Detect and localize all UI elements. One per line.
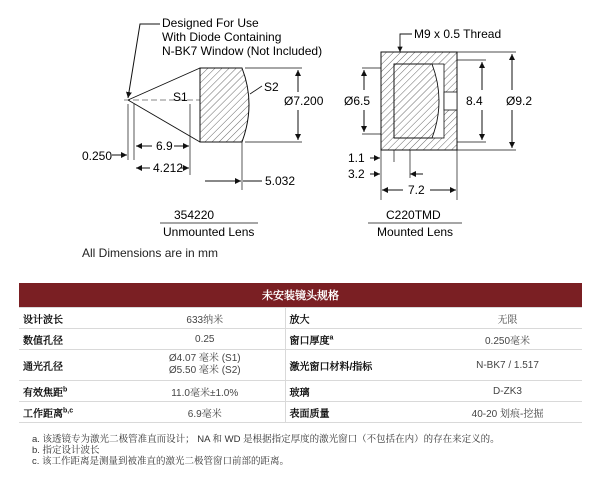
row-value: 11.0毫米±1.0% (125, 381, 285, 402)
table-row (19, 381, 582, 402)
table-row (19, 329, 582, 350)
row-label: 玻璃 (285, 381, 433, 402)
table-row (19, 350, 582, 381)
row-label: 激光窗口材料/指标 (285, 350, 433, 381)
row-value: D-ZK3 (433, 381, 582, 402)
row-value (125, 350, 285, 381)
surface-label-s2: S2 (264, 80, 279, 94)
dia-outer-label: Ø9.2 (506, 94, 533, 108)
lens-body (200, 68, 249, 142)
dim-32-label: 3.2 (348, 167, 365, 181)
table-row (19, 402, 582, 423)
callout-line-3: N-BK7 Window (Not Included) (162, 44, 323, 58)
part-number-right: C220TMD (386, 208, 441, 222)
table-title: 未安装镜头规格 (19, 283, 582, 308)
row-label: 窗口厚度$^a$ (285, 329, 433, 350)
footnote-c: c. 该工作距离是测量到被准直的激光二极管窗口前部的距离。 (32, 456, 290, 467)
row-value: 0.250毫米 (433, 329, 582, 350)
footnote-b: b. 指定设计波长 (32, 445, 100, 456)
surface-label-s1: S1 (173, 90, 188, 104)
row-value: 633纳米 (125, 308, 285, 329)
thread-label: M9 x 0.5 Thread (414, 27, 502, 41)
aperture-s2: Ø5.50 毫米 (S2) (168, 365, 241, 376)
dim-5032-label: 5.032 (265, 174, 296, 188)
row-value: N-BK7 / 1.517 (433, 350, 582, 381)
dia-inner-label: Ø6.5 (344, 94, 371, 108)
row-label: 放大 (285, 308, 433, 329)
callout-line-1: Designed For Use (162, 16, 259, 30)
caption-left: Unmounted Lens (163, 225, 255, 239)
lens-element (394, 64, 439, 138)
dia-left-label: Ø7.200 (284, 94, 324, 108)
footnote-marker: a (329, 334, 334, 342)
aperture-s1: Ø4.07 毫米 (S1) (168, 353, 241, 364)
dim-69-label: 6.9 (156, 139, 173, 153)
dim-84-label: 8.4 (466, 94, 483, 108)
table-row (19, 308, 582, 329)
row-label: 设计波长 (19, 308, 125, 329)
row-label: 通光孔径 (19, 350, 125, 381)
footnote-marker: b,c (63, 407, 74, 415)
row-value: 无限 (433, 308, 582, 329)
row-label: 数值孔径 (19, 329, 125, 350)
dim-4212-label: 4.212 (153, 161, 184, 175)
footnotes (32, 434, 500, 467)
footnote-marker: b (63, 386, 68, 394)
row-label: 有效焦距$^b$ (19, 381, 125, 402)
row-label: 表面质量 (285, 402, 433, 423)
row-label: 工作距离$^{b,c}$ (19, 402, 125, 423)
row-value: 6.9毫米 (125, 402, 285, 423)
dim-11-label: 1.1 (348, 151, 365, 165)
part-number-left: 354220 (174, 208, 215, 222)
dimensions-note: All Dimensions are in mm (82, 246, 219, 260)
row-value: 0.25 (125, 329, 285, 350)
callout-line-2: With Diode Containing (162, 30, 282, 44)
mounted-lens-drawing (344, 27, 532, 239)
spec-table (19, 283, 582, 423)
footnote-a: a. 该透镜专为激光二极管准直而设计； NA 和 WD 是根据指定厚度的激光窗口（不包括在内）的存在来定义的。 (32, 434, 500, 445)
dim-0250-label: 0.250 (82, 149, 113, 163)
caption-right: Mounted Lens (377, 225, 454, 239)
row-value: 40-20 划痕-挖掘 (433, 402, 582, 423)
unmounted-lens-drawing (82, 16, 324, 239)
dim-72-label: 7.2 (408, 183, 425, 197)
